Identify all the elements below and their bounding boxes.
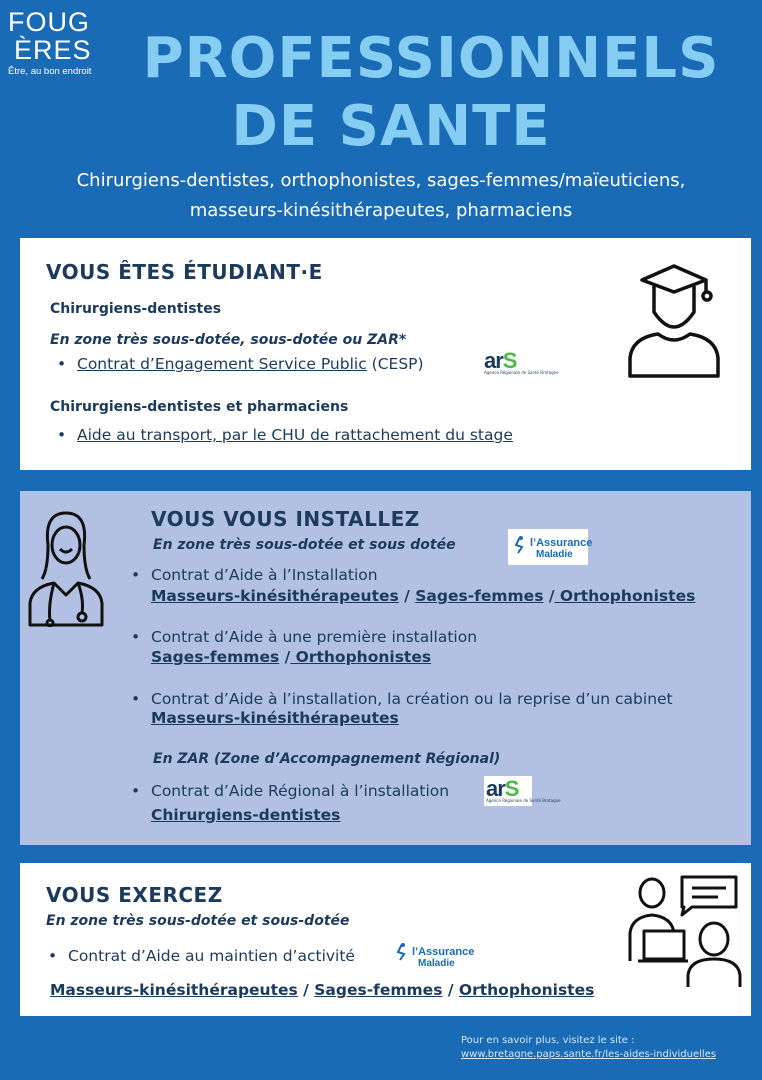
section3-links: Masseurs-kinésithérapeutes / Sages-femmes / Orthophonistes bbox=[50, 981, 595, 999]
list-item: • Contrat d’Aide à l’Installation bbox=[131, 566, 378, 584]
section1-group2-label: Chirurgiens-dentistes et pharmaciens bbox=[50, 399, 349, 415]
link-sages-femmes[interactable]: Sages-femmes bbox=[151, 648, 280, 666]
consultation-icon bbox=[626, 871, 746, 989]
link-chirurgiens-dentistes[interactable]: Chirurgiens-dentistes bbox=[151, 806, 341, 824]
list-item: • Aide au transport, par le CHU de rattachement du stage bbox=[57, 426, 513, 444]
list-item: • Contrat d’Aide Régional à l’installation bbox=[131, 782, 450, 800]
link-masseurs-kine[interactable]: Masseurs-kinésithérapeutes bbox=[151, 709, 399, 727]
section3-zone: En zone très sous-dotée et sous-dotée bbox=[46, 913, 350, 929]
assurance-maladie-logo: l’Assurance Maladie bbox=[390, 938, 470, 974]
section2-zone1: En zone très sous-dotée et sous dotée bbox=[153, 537, 456, 553]
list-item: • Contrat d’Aide à une première installation bbox=[131, 628, 478, 646]
link-orthophonistes[interactable]: Orthophonistes bbox=[458, 981, 595, 999]
page-title-line1: PROFESSIONNELS bbox=[142, 26, 720, 91]
cesp-suffix: (CESP) bbox=[366, 355, 424, 373]
link-masseurs-kine[interactable]: Masseurs-kinésithérapeutes bbox=[151, 587, 399, 605]
item-text: Contrat d’Aide à une première installation bbox=[151, 628, 478, 646]
list-item: • Contrat d’Aide à l’installation, la création ou la reprise d’un cabinet bbox=[131, 690, 673, 708]
item4-links bbox=[151, 806, 340, 824]
subtitle-line2: masseurs-kinésithérapeutes, pharmaciens bbox=[189, 200, 573, 221]
list-item: • Contrat d’Aide au maintien d’activité bbox=[48, 947, 355, 965]
footer-text: Pour en savoir plus, visitez le site : bbox=[461, 1035, 635, 1046]
ars-logo: arS Agence Régionale de Santé Bretagne bbox=[484, 776, 532, 806]
section2-heading: VOUS VOUS INSTALLEZ bbox=[151, 507, 420, 531]
item-text: Contrat d’Aide à l’Installation bbox=[151, 566, 378, 584]
section-etudiant bbox=[20, 238, 751, 470]
link-orthophonistes[interactable]: Orthophonistes bbox=[554, 587, 696, 605]
item-text: Contrat d’Aide à l’installation, la création ou la reprise d’un cabinet bbox=[151, 690, 673, 708]
item-text: Contrat d’Aide au maintien d’activité bbox=[68, 947, 355, 965]
ars-logo: arS Agence Régionale de Santé Bretagne bbox=[484, 348, 559, 375]
list-item: • Contrat d’Engagement Service Public (CESP) bbox=[57, 355, 424, 373]
aide-transport-link[interactable]: Aide au transport, par le CHU de rattachement du stage bbox=[77, 426, 513, 444]
logo-line1: FOUG bbox=[8, 7, 90, 37]
section-installation bbox=[20, 491, 751, 845]
section1-heading: VOUS ÊTES ÉTUDIANT·E bbox=[46, 260, 323, 284]
graduate-icon bbox=[624, 262, 724, 380]
page-title-line2: DE SANTE bbox=[231, 94, 551, 159]
logo-line2: ÈRES bbox=[14, 35, 92, 65]
assurance-maladie-figure-icon bbox=[394, 942, 410, 962]
section1-group1-zone: En zone très sous-dotée, sous-dotée ou ZAR* bbox=[50, 332, 407, 348]
assurance-maladie-logo: l’Assurance Maladie bbox=[508, 529, 588, 565]
section2-zone2: En ZAR (Zone d’Accompagnement Régional) bbox=[153, 751, 501, 767]
section1-group1-label: Chirurgiens-dentistes bbox=[50, 301, 222, 317]
subtitle-line1: Chirurgiens-dentistes, orthophonistes, sages-femmes/maïeuticiens, bbox=[76, 170, 686, 191]
footer-url-link[interactable]: www.bretagne.paps.sante.fr/les-aides-individuelles bbox=[461, 1049, 717, 1060]
cesp-link[interactable]: Contrat d’Engagement Service Public bbox=[77, 355, 367, 373]
link-sages-femmes[interactable]: Sages-femmes bbox=[415, 587, 544, 605]
page-subtitle bbox=[0, 166, 762, 226]
link-masseurs-kine[interactable]: Masseurs-kinésithérapeutes bbox=[50, 981, 298, 999]
fougeres-logo bbox=[8, 8, 103, 77]
assurance-maladie-figure-icon bbox=[512, 535, 528, 555]
item-text: Contrat d’Aide Régional à l’installation bbox=[151, 782, 450, 800]
item1-links: Masseurs-kinésithérapeutes / Sages-femmes / Orthophonistes bbox=[151, 587, 696, 605]
doctor-icon bbox=[26, 509, 106, 627]
footer bbox=[461, 1034, 716, 1062]
item2-links: Sages-femmes / Orthophonistes bbox=[151, 648, 432, 666]
link-sages-femmes[interactable]: Sages-femmes bbox=[314, 981, 443, 999]
section-exercice bbox=[20, 863, 751, 1016]
link-orthophonistes[interactable]: Orthophonistes bbox=[290, 648, 432, 666]
section3-heading: VOUS EXERCEZ bbox=[46, 883, 223, 907]
logo-tagline: Être, au bon endroit bbox=[8, 66, 92, 77]
item3-links bbox=[151, 709, 399, 727]
